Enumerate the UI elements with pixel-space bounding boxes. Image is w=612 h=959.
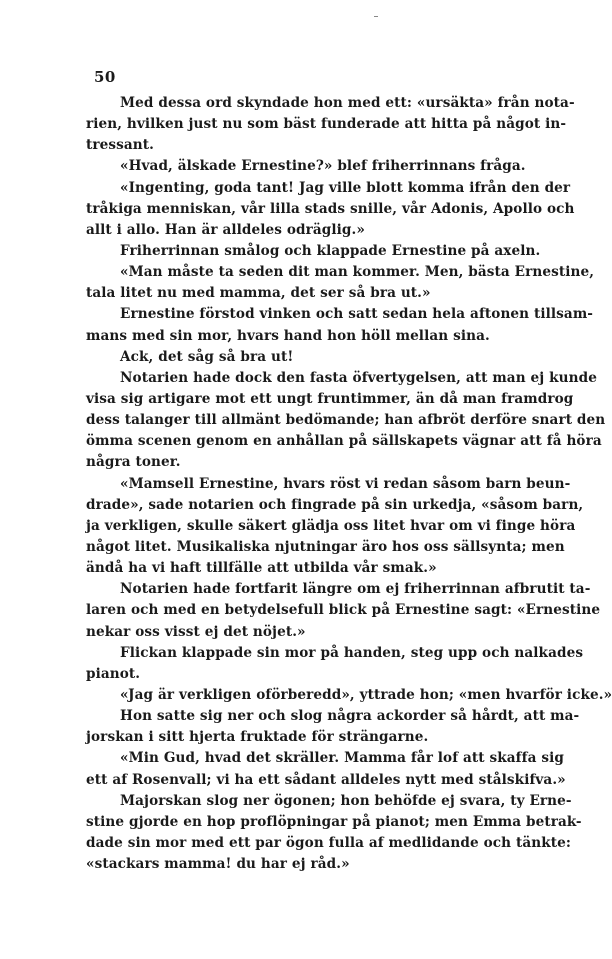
text-line: dade sin mor med ett par ögon fulla af medlidande och tänkte:	[86, 834, 571, 851]
text-line: tråkiga menniskan, vår lilla stads snille, vår Adonis, Apollo och	[86, 200, 575, 217]
text-line: laren och med en betydelsefull blick på Ernestine sagt: «Ernestine	[86, 602, 601, 619]
print-speck	[374, 16, 378, 17]
text-line: Notarien hade fortfarit längre om ej friherrinnan afbrutit ta-	[120, 581, 591, 598]
text-line: tala litet nu med mamma, det ser så bra ut.»	[86, 285, 431, 302]
text-line: ja verkligen, skulle säkert glädja oss litet hvar om vi finge höra	[86, 517, 576, 534]
text-line: nekar oss visst ej det nöjet.»	[86, 623, 306, 640]
text-line: visa sig artigare mot ett ungt fruntimmer, än då man framdrog	[86, 390, 574, 407]
text-line: «Ingenting, goda tant! Jag ville blott komma ifrån den der	[120, 179, 571, 196]
text-line: stine gjorde en hop proflöpningar på pianot; men Emma betrak-	[86, 813, 582, 830]
page-number: 50	[94, 68, 116, 86]
text-line: «Mamsell Ernestine, hvars röst vi redan såsom barn beun-	[120, 475, 571, 492]
text-line: Hon satte sig ner och slog några ackorder så hårdt, att ma-	[120, 708, 580, 725]
text-line: allt i allo. Han är alldeles odräglig.»	[86, 221, 365, 238]
text-line: Majorskan slog ner ögonen; hon behöfde ej svara, ty Erne-	[120, 792, 572, 809]
text-line: Med dessa ord skyndade hon med ett: «ursäkta» från nota-	[120, 95, 575, 111]
text-line: Flickan klappade sin mor på handen, steg upp och nalkades	[120, 644, 584, 661]
text-line: ändå ha vi haft tillfälle att utbilda vår smak.»	[86, 560, 437, 577]
text-line: «Min Gud, hvad det skräller. Mamma får lof att skaffa sig	[120, 750, 564, 767]
text-line: dess talanger till allmänt bedömande; han afbröt derföre snart den	[86, 412, 606, 429]
text-line: «Man måste ta seden dit man kommer. Men, bästa Ernestine,	[120, 264, 595, 281]
text-line: tressant.	[86, 137, 154, 154]
text-line: pianot.	[86, 665, 141, 682]
body-text	[86, 93, 612, 875]
text-line: «stackars mamma! du har ej råd.»	[86, 856, 350, 873]
text-line: drade», sade notarien och fingrade på sin urkedja, «såsom barn,	[86, 496, 584, 513]
text-line: rien, hvilken just nu som bäst funderade att hitta på något in-	[86, 116, 567, 133]
text-line: ömma scenen genom en anhållan på sällskapets vägnar att få höra	[86, 433, 602, 450]
text-line: «Jag är verkligen oförberedd», yttrade hon; «men hvarför icke.»	[120, 686, 612, 703]
text-line: några toner.	[86, 454, 181, 471]
text-line: Ack, det såg så bra ut!	[120, 348, 294, 365]
text-line: Notarien hade dock den fasta öfvertygelsen, att man ej kunde	[120, 369, 597, 386]
text-line: Friherrinnan smålog och klappade Ernestine på axeln.	[120, 242, 541, 259]
text-line: jorskan i sitt hjerta fruktade för strängarne.	[86, 729, 429, 746]
text-line: «Hvad, älskade Ernestine?» blef friherrinnans fråga.	[120, 158, 526, 175]
text-line: mans med sin mor, hvars hand hon höll mellan sina.	[86, 327, 490, 344]
text-line: ett af Rosenvall; vi ha ett sådant alldeles nytt med stålskifva.»	[86, 771, 566, 788]
text-line: något litet. Musikaliska njutningar äro hos oss sällsynta; men	[86, 538, 565, 555]
text-line: Ernestine förstod vinken och satt sedan hela aftonen tillsam-	[120, 306, 594, 323]
